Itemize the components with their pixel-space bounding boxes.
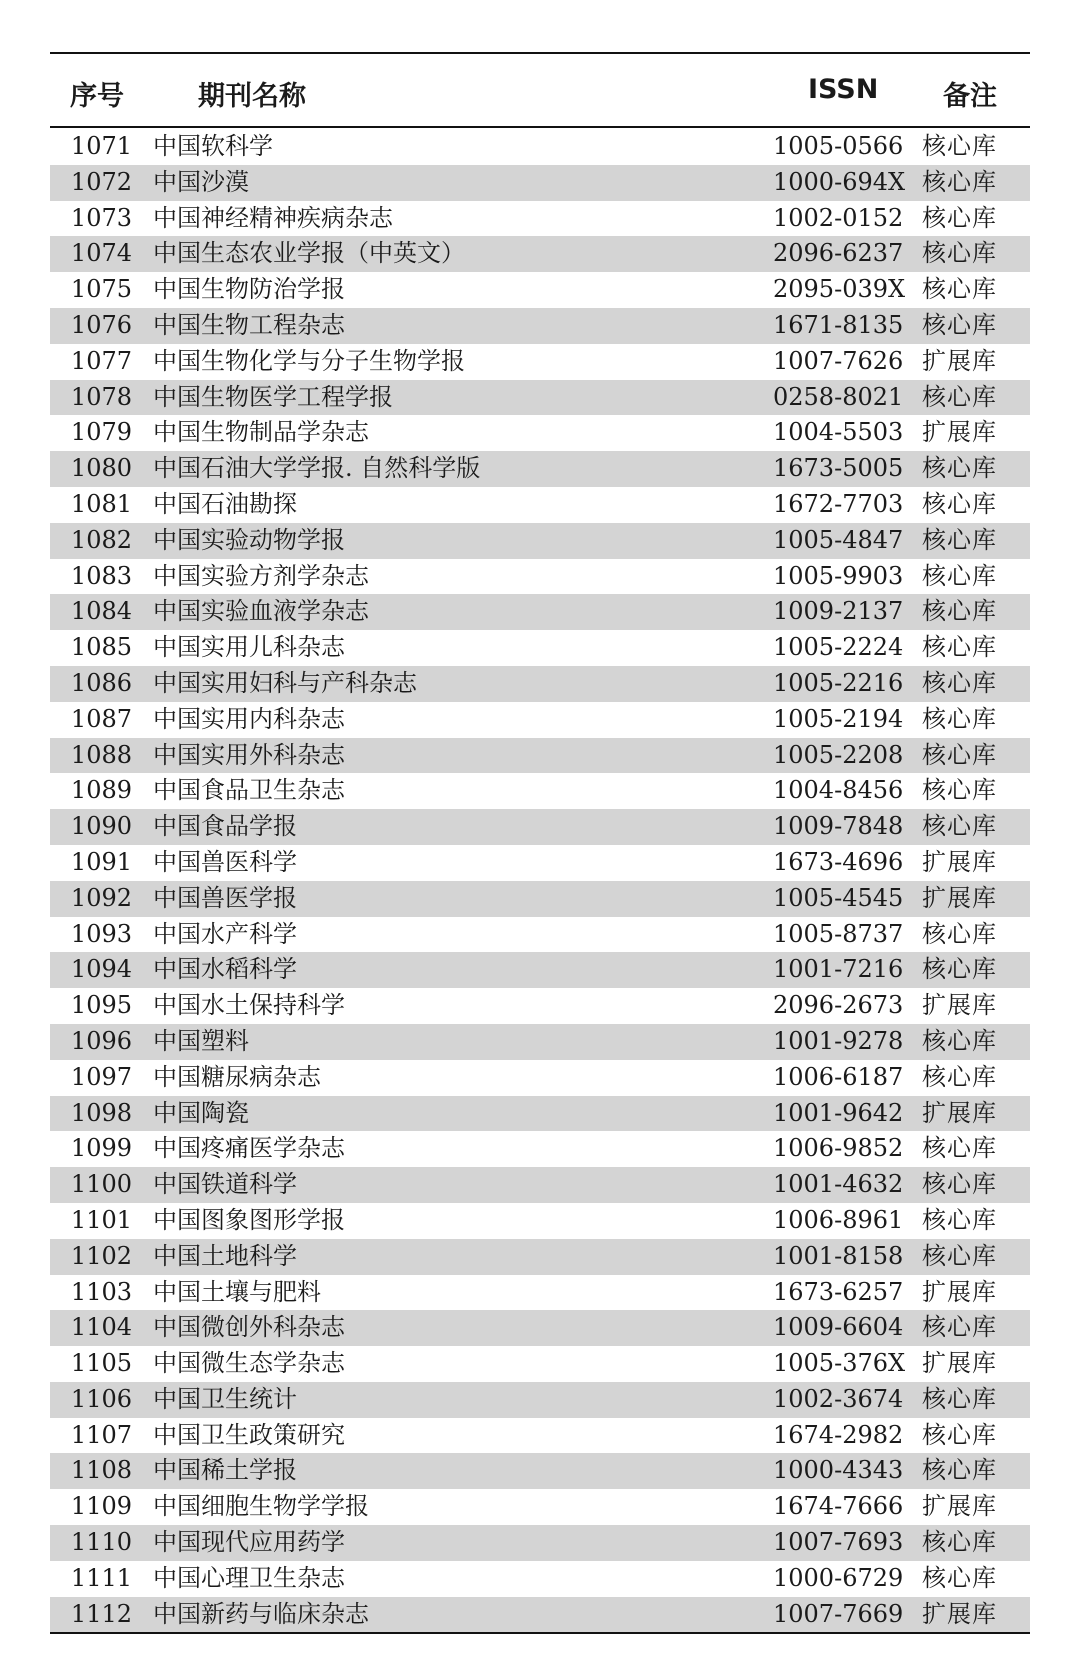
- note-cell: 核心库: [922, 203, 997, 232]
- table-row: [50, 952, 1030, 988]
- issn-cell: 1009-2137: [773, 597, 904, 626]
- issn-cell: 1673-6257: [773, 1277, 904, 1306]
- seq-cell: 1083: [70, 561, 132, 590]
- name-cell: 中国实用儿科杂志: [153, 633, 345, 662]
- seq-cell: 1108: [70, 1456, 132, 1485]
- name-cell: 中国神经精神疾病杂志: [153, 203, 393, 232]
- issn-cell: 1001-9278: [773, 1026, 904, 1055]
- seq-cell: 1094: [70, 955, 132, 984]
- table-body: [50, 128, 1030, 1632]
- issn-cell: 1002-3674: [773, 1384, 904, 1413]
- table-row: [50, 559, 1030, 595]
- table-row: [50, 988, 1030, 1024]
- seq-cell: 1086: [70, 668, 132, 697]
- name-cell: 中国石油勘探: [153, 489, 297, 518]
- issn-cell: 1005-2194: [773, 704, 904, 733]
- note-cell: 核心库: [922, 275, 997, 304]
- name-cell: 中国心理卫生杂志: [153, 1563, 345, 1592]
- table-header: [50, 54, 1030, 128]
- table-row: [50, 451, 1030, 487]
- table-row: [50, 523, 1030, 559]
- table-row: [50, 165, 1030, 201]
- note-cell: 核心库: [922, 633, 997, 662]
- issn-cell: 1005-2216: [773, 668, 904, 697]
- note-cell: 核心库: [922, 776, 997, 805]
- seq-cell: 1104: [70, 1313, 132, 1342]
- seq-cell: 1074: [70, 239, 132, 268]
- seq-cell: 1092: [70, 883, 132, 912]
- note-cell: 扩展库: [922, 418, 997, 447]
- issn-cell: 1674-7666: [773, 1492, 904, 1521]
- seq-cell: 1077: [70, 346, 132, 375]
- note-cell: 核心库: [922, 1313, 997, 1342]
- name-cell: 中国生物化学与分子生物学报: [153, 346, 465, 375]
- seq-cell: 1087: [70, 704, 132, 733]
- note-cell: 核心库: [922, 239, 997, 268]
- seq-cell: 1111: [70, 1563, 132, 1592]
- issn-cell: 1672-7703: [773, 489, 904, 518]
- issn-cell: 1001-8158: [773, 1241, 904, 1270]
- seq-cell: 1076: [70, 310, 132, 339]
- table-row: [50, 380, 1030, 416]
- table-row: [50, 1597, 1030, 1633]
- seq-cell: 1078: [70, 382, 132, 411]
- seq-cell: 1105: [70, 1349, 132, 1378]
- table-row: [50, 1310, 1030, 1346]
- header-seq: 序号: [70, 81, 124, 112]
- issn-cell: 1674-2982: [773, 1420, 904, 1449]
- note-cell: 核心库: [922, 1205, 997, 1234]
- name-cell: 中国卫生统计: [153, 1384, 297, 1413]
- note-cell: 核心库: [922, 740, 997, 769]
- note-cell: 扩展库: [922, 346, 997, 375]
- name-cell: 中国铁道科学: [153, 1170, 297, 1199]
- issn-cell: 1005-376X: [773, 1349, 906, 1378]
- seq-cell: 1089: [70, 776, 132, 805]
- issn-cell: 1005-2208: [773, 740, 904, 769]
- header-name: 期刊名称: [198, 81, 306, 112]
- name-cell: 中国土壤与肥料: [153, 1277, 321, 1306]
- issn-cell: 1005-8737: [773, 919, 904, 948]
- table-row: [50, 1131, 1030, 1167]
- table-row: [50, 1489, 1030, 1525]
- note-cell: 核心库: [922, 1062, 997, 1091]
- issn-cell: 1000-694X: [773, 167, 906, 196]
- note-cell: 扩展库: [922, 847, 997, 876]
- seq-cell: 1082: [70, 525, 132, 554]
- table-row: [50, 415, 1030, 451]
- seq-cell: 1098: [70, 1098, 132, 1127]
- table-row: [50, 630, 1030, 666]
- issn-cell: 1009-7848: [773, 812, 904, 841]
- seq-cell: 1101: [70, 1205, 132, 1234]
- seq-cell: 1096: [70, 1026, 132, 1055]
- note-cell: 核心库: [922, 704, 997, 733]
- issn-cell: 1007-7669: [773, 1599, 904, 1628]
- seq-cell: 1093: [70, 919, 132, 948]
- table-row: [50, 272, 1030, 308]
- table-row: [50, 845, 1030, 881]
- seq-cell: 1090: [70, 812, 132, 841]
- name-cell: 中国新药与临床杂志: [153, 1599, 369, 1628]
- name-cell: 中国实验血液学杂志: [153, 597, 369, 626]
- journal-table: [50, 52, 1030, 1634]
- seq-cell: 1071: [70, 132, 132, 160]
- issn-cell: 2095-039X: [773, 275, 906, 304]
- issn-cell: 1671-8135: [773, 310, 904, 339]
- issn-cell: 2096-6237: [773, 239, 904, 268]
- note-cell: 扩展库: [922, 1098, 997, 1127]
- issn-cell: 1004-8456: [773, 776, 904, 805]
- note-cell: 扩展库: [922, 1492, 997, 1521]
- name-cell: 中国实用外科杂志: [153, 740, 345, 769]
- table-row: [50, 1561, 1030, 1597]
- name-cell: 中国水稻科学: [153, 955, 297, 984]
- note-cell: 核心库: [922, 955, 997, 984]
- table-row: [50, 1382, 1030, 1418]
- note-cell: 核心库: [922, 561, 997, 590]
- seq-cell: 1102: [70, 1241, 132, 1270]
- issn-cell: 1673-5005: [773, 454, 904, 483]
- table-row: [50, 917, 1030, 953]
- note-cell: 核心库: [922, 1456, 997, 1485]
- note-cell: 核心库: [922, 1241, 997, 1270]
- name-cell: 中国陶瓷: [153, 1098, 249, 1127]
- seq-cell: 1097: [70, 1062, 132, 1091]
- table-row: [50, 881, 1030, 917]
- table-row: [50, 1239, 1030, 1275]
- table-row: [50, 201, 1030, 237]
- note-cell: 核心库: [922, 668, 997, 697]
- note-cell: 扩展库: [922, 1277, 997, 1306]
- seq-cell: 1079: [70, 418, 132, 447]
- name-cell: 中国兽医科学: [153, 847, 297, 876]
- note-cell: 核心库: [922, 812, 997, 841]
- note-cell: 核心库: [922, 597, 997, 626]
- name-cell: 中国沙漠: [153, 167, 249, 196]
- note-cell: 核心库: [922, 1420, 997, 1449]
- seq-cell: 1112: [70, 1599, 132, 1628]
- issn-cell: 1004-5503: [773, 418, 904, 447]
- table-row: [50, 1275, 1030, 1311]
- issn-cell: 1006-8961: [773, 1205, 904, 1234]
- note-cell: 扩展库: [922, 1349, 997, 1378]
- issn-cell: 1005-4545: [773, 883, 904, 912]
- note-cell: 核心库: [922, 489, 997, 518]
- note-cell: 核心库: [922, 132, 997, 160]
- seq-cell: 1095: [70, 991, 132, 1020]
- issn-cell: 1001-4632: [773, 1170, 904, 1199]
- issn-cell: 1007-7626: [773, 346, 904, 375]
- name-cell: 中国稀土学报: [153, 1456, 297, 1485]
- note-cell: 核心库: [922, 382, 997, 411]
- issn-cell: 1005-4847: [773, 525, 904, 554]
- name-cell: 中国水产科学: [153, 919, 297, 948]
- seq-cell: 1110: [70, 1528, 132, 1557]
- name-cell: 中国生物医学工程学报: [153, 382, 393, 411]
- note-cell: 核心库: [922, 1026, 997, 1055]
- issn-cell: 1001-9642: [773, 1098, 904, 1127]
- note-cell: 核心库: [922, 1384, 997, 1413]
- name-cell: 中国疼痛医学杂志: [153, 1134, 345, 1163]
- table-row: [50, 666, 1030, 702]
- seq-cell: 1099: [70, 1134, 132, 1163]
- table-row: [50, 129, 1030, 165]
- table-row: [50, 1024, 1030, 1060]
- table-row: [50, 344, 1030, 380]
- name-cell: 中国土地科学: [153, 1241, 297, 1270]
- note-cell: 核心库: [922, 310, 997, 339]
- note-cell: 核心库: [922, 454, 997, 483]
- note-cell: 扩展库: [922, 991, 997, 1020]
- issn-cell: 1000-4343: [773, 1456, 904, 1485]
- seq-cell: 1103: [70, 1277, 132, 1306]
- table-row: [50, 236, 1030, 272]
- name-cell: 中国兽医学报: [153, 883, 297, 912]
- issn-cell: 1001-7216: [773, 955, 904, 984]
- issn-cell: 1005-0566: [773, 132, 904, 160]
- seq-cell: 1073: [70, 203, 132, 232]
- table-row: [50, 738, 1030, 774]
- table-row: [50, 1096, 1030, 1132]
- seq-cell: 1088: [70, 740, 132, 769]
- name-cell: 中国现代应用药学: [153, 1528, 345, 1557]
- note-cell: 核心库: [922, 1170, 997, 1199]
- seq-cell: 1107: [70, 1420, 132, 1449]
- note-cell: 核心库: [922, 1528, 997, 1557]
- issn-cell: 1005-2224: [773, 633, 904, 662]
- table-row: [50, 1525, 1030, 1561]
- table-row: [50, 1418, 1030, 1454]
- seq-cell: 1072: [70, 167, 132, 196]
- note-cell: 核心库: [922, 167, 997, 196]
- issn-cell: 1673-4696: [773, 847, 904, 876]
- note-cell: 核心库: [922, 525, 997, 554]
- seq-cell: 1100: [70, 1170, 132, 1199]
- name-cell: 中国食品学报: [153, 812, 297, 841]
- table-row: [50, 702, 1030, 738]
- issn-cell: 1005-9903: [773, 561, 904, 590]
- name-cell: 中国软科学: [153, 132, 273, 160]
- issn-cell: 1006-6187: [773, 1062, 904, 1091]
- table-row: [50, 773, 1030, 809]
- name-cell: 中国塑料: [153, 1026, 249, 1055]
- name-cell: 中国生物防治学报: [153, 275, 345, 304]
- issn-cell: 1000-6729: [773, 1563, 904, 1592]
- name-cell: 中国实用内科杂志: [153, 704, 345, 733]
- name-cell: 中国生物制品学杂志: [153, 418, 369, 447]
- name-cell: 中国图象图形学报: [153, 1205, 345, 1234]
- table-row: [50, 1060, 1030, 1096]
- seq-cell: 1109: [70, 1492, 132, 1521]
- issn-cell: 1007-7693: [773, 1528, 904, 1557]
- name-cell: 中国实用妇科与产科杂志: [153, 668, 417, 697]
- table-row: [50, 1203, 1030, 1239]
- note-cell: 核心库: [922, 1563, 997, 1592]
- header-issn: ISSN: [808, 74, 879, 105]
- name-cell: 中国微生态学杂志: [153, 1349, 345, 1378]
- seq-cell: 1106: [70, 1384, 132, 1413]
- note-cell: 扩展库: [922, 1599, 997, 1628]
- name-cell: 中国生态农业学报（中英文）: [153, 239, 465, 268]
- issn-cell: 2096-2673: [773, 991, 904, 1020]
- name-cell: 中国细胞生物学学报: [153, 1492, 369, 1521]
- table-row: [50, 308, 1030, 344]
- name-cell: 中国石油大学学报. 自然科学版: [153, 454, 481, 483]
- name-cell: 中国水土保持科学: [153, 991, 345, 1020]
- issn-cell: 1002-0152: [773, 203, 904, 232]
- name-cell: 中国食品卫生杂志: [153, 776, 345, 805]
- table-row: [50, 809, 1030, 845]
- name-cell: 中国微创外科杂志: [153, 1313, 345, 1342]
- bottom-rule: [50, 1632, 1030, 1634]
- name-cell: 中国生物工程杂志: [153, 310, 345, 339]
- table-row: [50, 1453, 1030, 1489]
- note-cell: 核心库: [922, 919, 997, 948]
- name-cell: 中国实验方剂学杂志: [153, 561, 369, 590]
- issn-cell: 1009-6604: [773, 1313, 904, 1342]
- header-note: 备注: [943, 81, 997, 112]
- seq-cell: 1085: [70, 633, 132, 662]
- name-cell: 中国糖尿病杂志: [153, 1062, 321, 1091]
- table-row: [50, 1167, 1030, 1203]
- seq-cell: 1080: [70, 454, 132, 483]
- note-cell: 核心库: [922, 1134, 997, 1163]
- note-cell: 扩展库: [922, 883, 997, 912]
- table-row: [50, 594, 1030, 630]
- name-cell: 中国卫生政策研究: [153, 1420, 345, 1449]
- seq-cell: 1075: [70, 275, 132, 304]
- table-row: [50, 487, 1030, 523]
- issn-cell: 1006-9852: [773, 1134, 904, 1163]
- seq-cell: 1084: [70, 597, 132, 626]
- seq-cell: 1081: [70, 489, 132, 518]
- name-cell: 中国实验动物学报: [153, 525, 345, 554]
- seq-cell: 1091: [70, 847, 132, 876]
- issn-cell: 0258-8021: [773, 382, 904, 411]
- table-row: [50, 1346, 1030, 1382]
